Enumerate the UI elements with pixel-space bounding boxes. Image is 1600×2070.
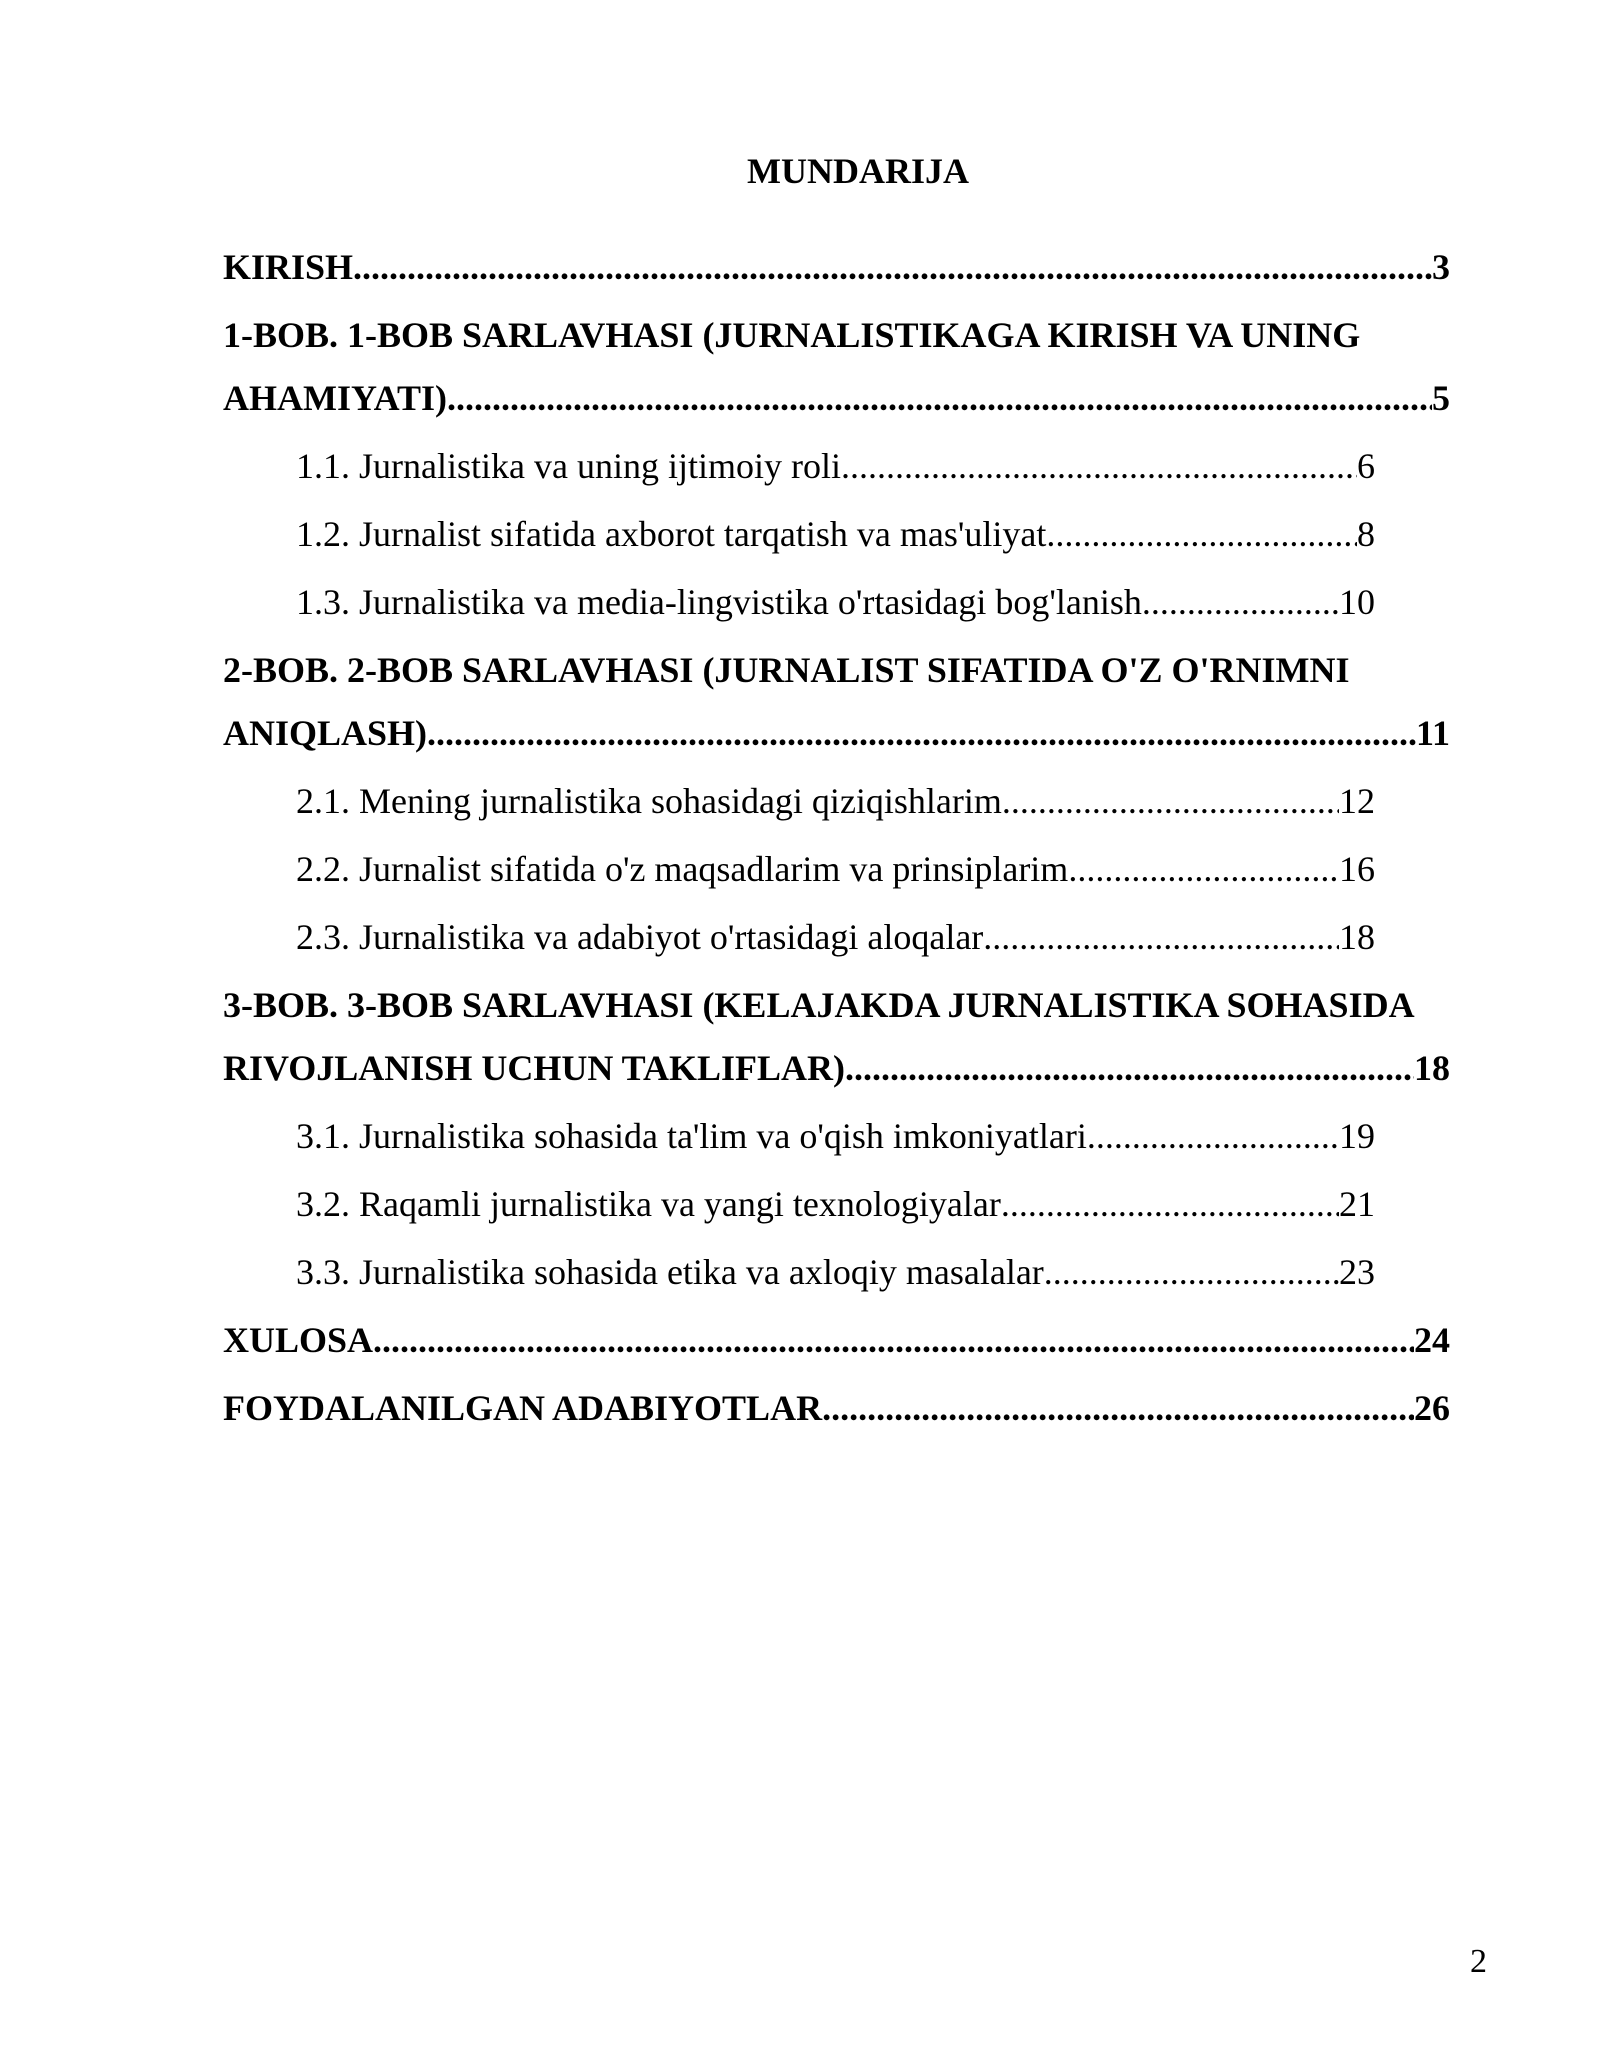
toc-entry-label: 1.1. Jurnalistika va uning ijtimoiy roli [296, 446, 841, 486]
toc-entry-page: 6 [1357, 446, 1375, 486]
toc-entry-page: 12 [1339, 781, 1375, 821]
dot-leader [1068, 838, 1339, 901]
toc-entry-section-1-1[interactable] [296, 435, 1375, 498]
toc-entry-section-1-3[interactable] [296, 571, 1375, 634]
toc-entry-xulosa[interactable] [223, 1309, 1450, 1372]
dot-leader [447, 367, 1432, 430]
toc-entry-section-3-2[interactable] [296, 1173, 1375, 1236]
toc-entry-section-3-3[interactable] [296, 1241, 1375, 1304]
toc-entry-label: RIVOJLANISH UCHUN TAKLIFLAR) [223, 1048, 846, 1088]
toc-entry-section-2-2[interactable] [296, 838, 1375, 901]
toc-title: MUNDARIJA [747, 151, 969, 191]
toc-entry-kirish[interactable] [223, 236, 1450, 299]
table-of-contents [223, 236, 1450, 1440]
toc-entry-label: 1.3. Jurnalistika va media-lingvistika o'rtasidagi bog'lanish [296, 582, 1142, 622]
dot-leader [822, 1377, 1414, 1440]
toc-entry-page: 24 [1414, 1320, 1450, 1360]
dot-leader [1142, 571, 1339, 634]
dot-leader [983, 906, 1339, 969]
toc-entry-title-line: 1-BOB. 1-BOB SARLAVHASI (JURNALISTIKAGA KIRISH VA UNING [223, 315, 1361, 355]
toc-entry-page: 16 [1339, 849, 1375, 889]
toc-entry-section-2-1[interactable] [296, 770, 1375, 833]
toc-entry-page: 10 [1339, 582, 1375, 622]
toc-entry-label: 3.2. Raqamli jurnalistika va yangi texnologiyalar [296, 1184, 1001, 1224]
dot-leader [1044, 1241, 1339, 1304]
toc-entry-section-1-2[interactable] [296, 503, 1375, 566]
toc-entry-label: FOYDALANILGAN ADABIYOTLAR [223, 1388, 823, 1428]
toc-entry-adabiyotlar[interactable] [223, 1377, 1450, 1440]
toc-entry-label: 3.3. Jurnalistika sohasida etika va axloqiy masalalar [296, 1252, 1044, 1292]
toc-entry-label: 2.2. Jurnalist sifatida o'z maqsadlarim va prinsiplarim [296, 849, 1069, 889]
toc-entry-page: 3 [1432, 247, 1450, 287]
toc-entry-label: 2.1. Mening jurnalistika sohasidagi qiziqishlarim [296, 781, 1002, 821]
dot-leader [1001, 1173, 1339, 1236]
page-number: 2 [1470, 1943, 1487, 1980]
dot-leader [353, 236, 1432, 299]
toc-entry-label: AHAMIYATI) [223, 378, 448, 418]
dot-leader [427, 702, 1416, 765]
toc-entry-page: 11 [1415, 713, 1450, 753]
toc-entry-label: 1.2. Jurnalist sifatida axborot tarqatish va mas'uliyat [296, 514, 1047, 554]
toc-entry-page: 18 [1414, 1048, 1450, 1088]
toc-entry-label: ANIQLASH) [223, 713, 428, 753]
dot-leader [841, 435, 1357, 498]
toc-entry-section-2-3[interactable] [296, 906, 1375, 969]
dot-leader [1087, 1105, 1339, 1168]
toc-entry-chapter-3[interactable] [223, 974, 1450, 1100]
toc-entry-page: 19 [1339, 1116, 1375, 1156]
toc-entry-page: 5 [1432, 378, 1450, 418]
toc-entry-page: 21 [1339, 1184, 1375, 1224]
toc-entry-label: XULOSA [223, 1320, 374, 1360]
toc-entry-label: KIRISH [223, 247, 354, 287]
dot-leader [1002, 770, 1339, 833]
toc-entry-page: 26 [1414, 1388, 1450, 1428]
toc-entry-page: 8 [1357, 514, 1375, 554]
toc-entry-label: 3.1. Jurnalistika sohasida ta'lim va o'qish imkoniyatlari [296, 1116, 1087, 1156]
toc-entry-chapter-2[interactable] [223, 639, 1450, 765]
toc-entry-chapter-1[interactable] [223, 304, 1450, 430]
dot-leader [373, 1309, 1414, 1372]
toc-entry-title-line: 2-BOB. 2-BOB SARLAVHASI (JURNALIST SIFATIDA O'Z O'RNIMNI [223, 650, 1350, 690]
toc-entry-section-3-1[interactable] [296, 1105, 1375, 1168]
dot-leader [1046, 503, 1357, 566]
toc-entry-page: 23 [1339, 1252, 1375, 1292]
dot-leader [845, 1037, 1414, 1100]
toc-entry-label: 2.3. Jurnalistika va adabiyot o'rtasidagi aloqalar [296, 917, 984, 957]
toc-entry-page: 18 [1339, 917, 1375, 957]
toc-entry-title-line: 3-BOB. 3-BOB SARLAVHASI (KELAJAKDA JURNALISTIKA SOHASIDA [223, 985, 1415, 1025]
